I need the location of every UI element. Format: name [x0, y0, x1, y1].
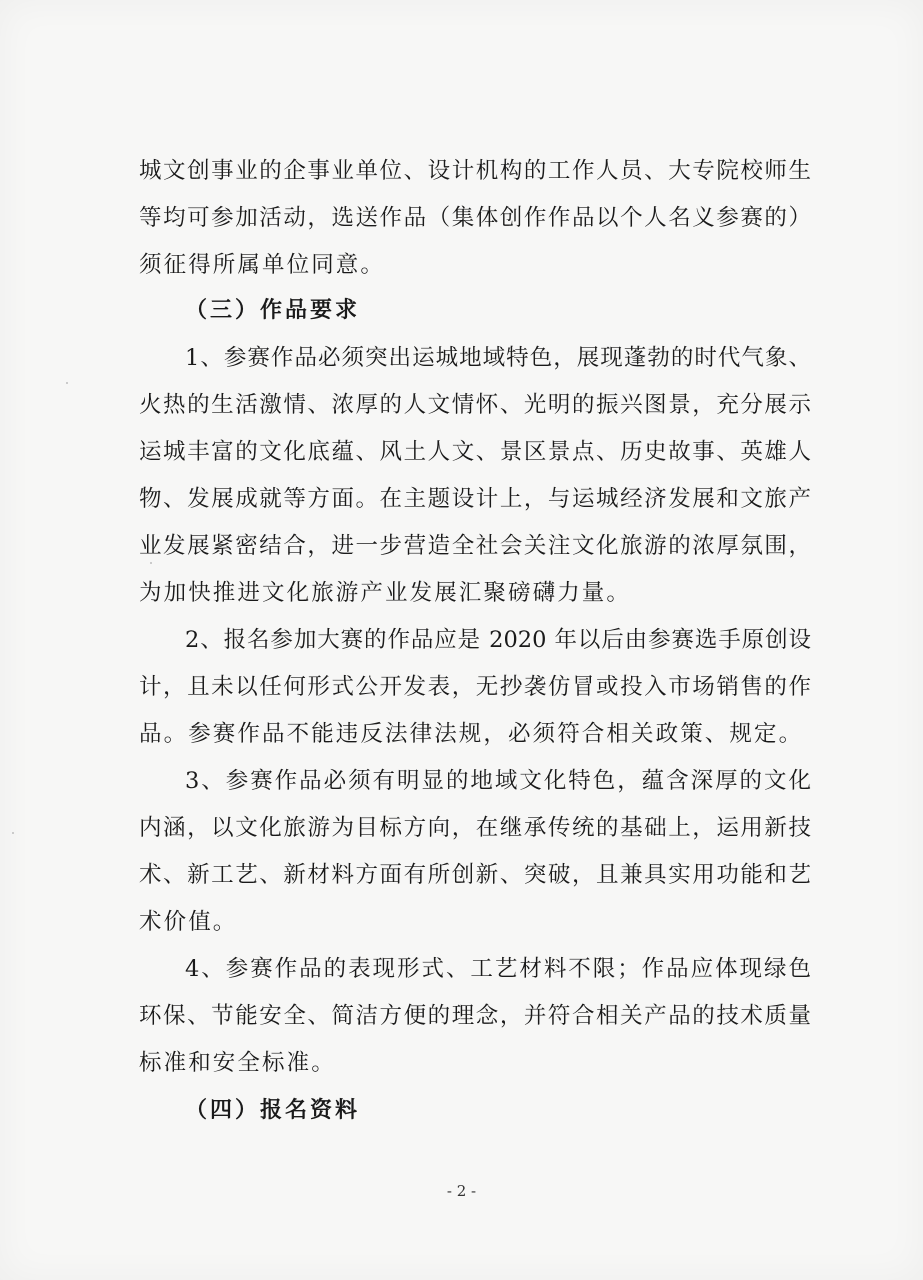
- scan-speck: [150, 562, 152, 564]
- section-heading-4: （四）报名资料: [185, 1098, 361, 1123]
- body-line: 3、参赛作品必须有明显的地域文化特色，蕴含深厚的文化: [185, 768, 811, 794]
- body-line: 环保、节能安全、简洁方便的理念，并符合相关产品的技术质量: [139, 1003, 811, 1029]
- body-line: 运城丰富的文化底蕴、风土人文、景区景点、历史故事、英雄人: [139, 439, 811, 465]
- body-line: 4、参赛作品的表现形式、工艺材料不限；作品应体现绿色: [185, 956, 811, 982]
- body-line: 术、新工艺、新材料方面有所创新、突破，且兼具实用功能和艺: [139, 862, 811, 888]
- body-line: 业发展紧密结合，进一步营造全社会关注文化旅游的浓厚氛围，: [139, 533, 811, 559]
- body-line: 计，且未以任何形式公开发表，无抄袭仿冒或投入市场销售的作: [139, 674, 811, 700]
- body-line: 须征得所属单位同意。: [139, 252, 386, 278]
- body-line: 1、参赛作品必须突出运城地域特色，展现蓬勃的时代气象、: [185, 345, 811, 371]
- scan-speck: [12, 832, 14, 834]
- body-line: 内涵，以文化旅游为目标方向，在继承传统的基础上，运用新技: [139, 815, 811, 841]
- page-number: - 2 -: [446, 1182, 477, 1200]
- body-line: 物、发展成就等方面。在主题设计上，与运城经济发展和文旅产: [139, 486, 811, 512]
- body-line: 标准和安全标准。: [139, 1050, 336, 1076]
- body-line: 城文创事业的企事业单位、设计机构的工作人员、大专院校师生: [139, 158, 811, 184]
- body-line: 为加快推进文化旅游产业发展汇聚磅礴力量。: [139, 580, 632, 606]
- scan-speck: [66, 382, 68, 384]
- body-line: 火热的生活激情、浓厚的人文情怀、光明的振兴图景，充分展示: [139, 392, 811, 418]
- body-line: 品。参赛作品不能违反法律法规，必须符合相关政策、规定。: [139, 721, 804, 747]
- body-line: 2、报名参加大赛的作品应是 2020 年以后由参赛选手原创设: [185, 627, 811, 653]
- body-line: 术价值。: [139, 909, 238, 935]
- body-line: 等均可参加活动，选送作品（集体创作作品以个人名义参赛的）: [139, 205, 811, 231]
- section-heading-3: （三）作品要求: [185, 298, 361, 323]
